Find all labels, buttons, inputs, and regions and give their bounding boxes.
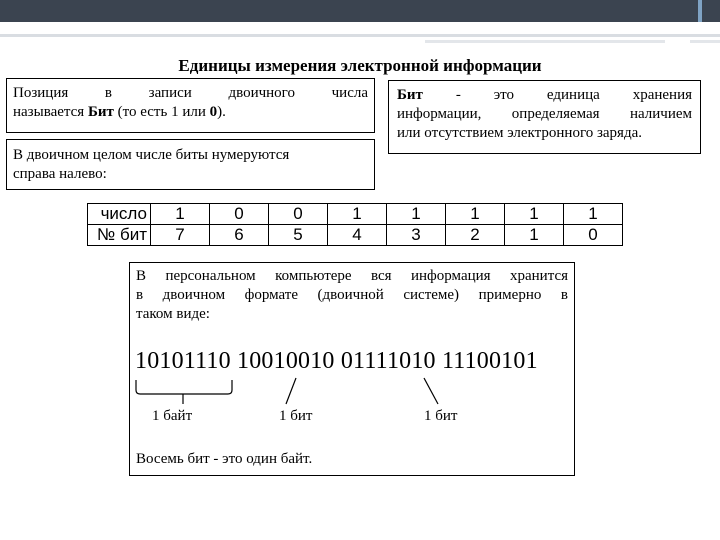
row-label-number: число	[88, 204, 151, 225]
bit-position-text: или	[178, 104, 210, 120]
label-bit: 1 бит	[424, 408, 458, 424]
bit-pointer-line	[424, 378, 438, 404]
bit-position-text: (то есть	[113, 104, 172, 120]
bit-position-text: называется	[13, 104, 88, 120]
table-cell: 1	[328, 204, 387, 225]
table-cell: 0	[269, 204, 328, 225]
page-title: Единицы измерения электронной информации	[178, 56, 542, 75]
table-cell: 1	[151, 204, 210, 225]
bit-term: Бит	[397, 87, 423, 103]
storage-line3: таком виде:	[136, 306, 210, 322]
table-cell: 7	[151, 225, 210, 246]
bit-position-text: ).	[217, 104, 226, 120]
bit-definition-line2: информации, определяемая наличием	[397, 106, 692, 122]
table-cell: 3	[387, 225, 446, 246]
bit-definition-line3: или отсутствием электронного заряда.	[397, 125, 642, 141]
table-cell: 1	[387, 204, 446, 225]
bit-term: Бит	[87, 104, 114, 120]
table-cell: 1	[446, 204, 505, 225]
label-byte: 1 байт	[152, 408, 193, 424]
bit-definition-text: - это единица хранения	[422, 87, 692, 103]
table-cell: 1	[505, 204, 564, 225]
bit-value-one: 1	[171, 104, 179, 120]
bit-numbering-line1: В двоичном целом числе биты нумеруются	[13, 147, 290, 163]
table-cell: 4	[328, 225, 387, 246]
table-cell: 2	[446, 225, 505, 246]
bit-value-zero: 0	[209, 104, 218, 120]
table-cell: 1	[505, 225, 564, 246]
table-cell: 1	[564, 204, 623, 225]
bit-pointer-line	[286, 378, 296, 404]
table-cell: 0	[564, 225, 623, 246]
table-cell: 5	[269, 225, 328, 246]
table-cell: 6	[210, 225, 269, 246]
table-cell: 0	[210, 204, 269, 225]
storage-line1: В персональном компьютере вся информация хранится	[136, 268, 568, 284]
bit-numbering-line2: справа налево:	[13, 166, 107, 182]
label-bit: 1 бит	[279, 408, 313, 424]
byte-definition: Восемь бит - это один байт.	[136, 451, 313, 467]
row-label-bit-index: № бит	[88, 225, 151, 246]
bit-position-line1: Позиция в записи двоичного числа	[13, 85, 368, 101]
storage-line2: в двоичном формате (двоичной системе) примерно в	[136, 287, 568, 303]
binary-sequence: 10101110 10010010 01111010 11100101	[135, 348, 538, 374]
byte-bracket	[136, 380, 232, 394]
